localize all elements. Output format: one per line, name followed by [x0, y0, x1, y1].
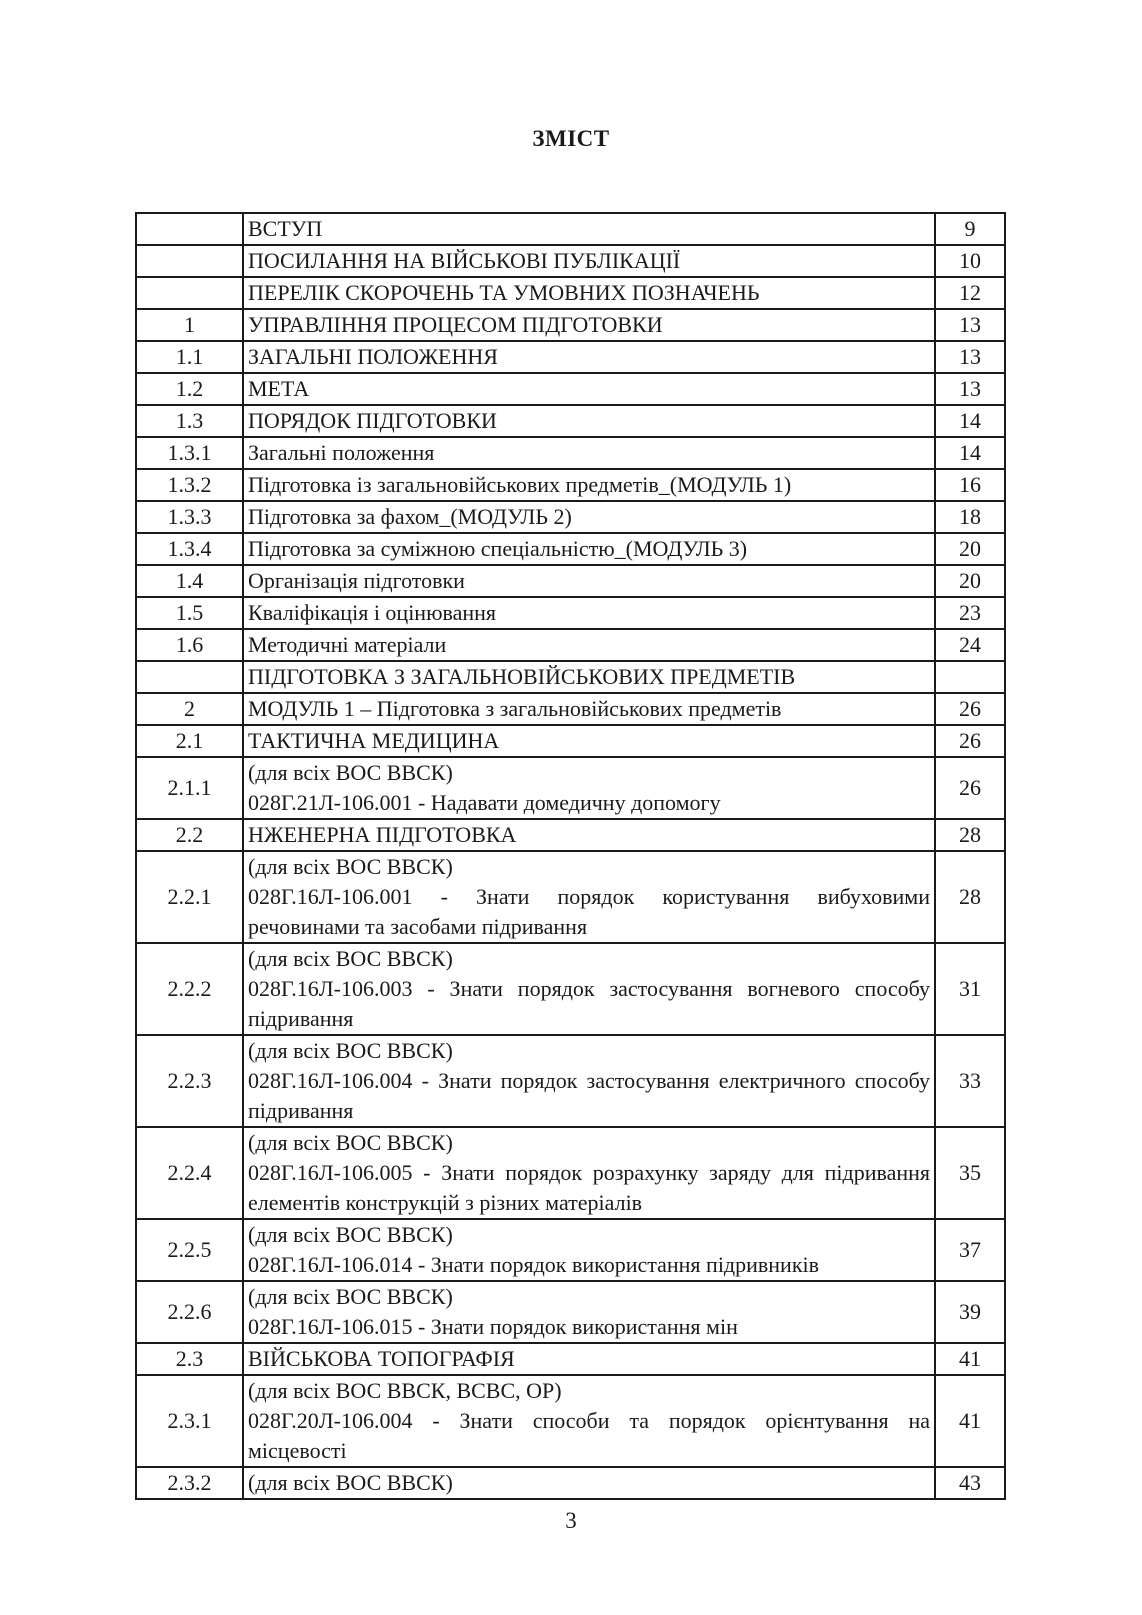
page-ref: 16 [935, 469, 1005, 501]
section-number: 1.4 [136, 565, 243, 597]
section-title [243, 309, 935, 341]
section-title-line: (для всіх ВОС ВВСК) [248, 946, 453, 971]
section-title [243, 819, 935, 851]
section-title-line: ПОРЯДОК ПІДГОТОВКИ [248, 408, 497, 433]
section-number: 2.2.5 [136, 1219, 243, 1281]
section-title-line: ВІЙСЬКОВА ТОПОГРАФІЯ [248, 1346, 515, 1371]
section-number: 1.3.1 [136, 437, 243, 469]
section-title-line: (для всіх ВОС ВВСК) [248, 1038, 453, 1063]
section-title-line: 028Г.16Л-106.014 - Знати порядок використання підривників [248, 1252, 820, 1277]
section-title-line: ЗАГАЛЬНІ ПОЛОЖЕННЯ [248, 344, 498, 369]
toc-row [136, 693, 1005, 725]
section-number [136, 245, 243, 277]
toc-row [136, 851, 1005, 943]
section-title-line: МЕТА [248, 376, 310, 401]
page-ref: 9 [935, 213, 1005, 245]
section-number: 1.1 [136, 341, 243, 373]
page-ref: 41 [935, 1343, 1005, 1375]
page-ref: 18 [935, 501, 1005, 533]
section-title-line: Організація підготовки [248, 568, 465, 593]
section-number: 2.2.4 [136, 1127, 243, 1219]
page-ref: 13 [935, 309, 1005, 341]
toc-row [136, 597, 1005, 629]
page-ref: 43 [935, 1467, 1005, 1499]
toc-row [136, 341, 1005, 373]
section-title [243, 1281, 935, 1343]
section-number: 1.3 [136, 405, 243, 437]
toc-body [136, 213, 1005, 1499]
section-title-line: Підготовка за фахом_(МОДУЛЬ 2) [248, 504, 572, 529]
section-title [243, 469, 935, 501]
page-ref: 20 [935, 533, 1005, 565]
section-title [243, 661, 935, 693]
section-title [243, 1467, 935, 1499]
section-number: 1.5 [136, 597, 243, 629]
section-title-line: (для всіх ВОС ВВСК) [248, 854, 453, 879]
section-title [243, 245, 935, 277]
toc-row [136, 661, 1005, 693]
section-title [243, 693, 935, 725]
section-number [136, 213, 243, 245]
page-ref: 37 [935, 1219, 1005, 1281]
section-title-line: Загальні положення [248, 440, 435, 465]
page-ref: 14 [935, 405, 1005, 437]
section-title [243, 373, 935, 405]
section-title-line: ТАКТИЧНА МЕДИЦИНА [248, 728, 500, 753]
section-title [243, 277, 935, 309]
toc-row [136, 1281, 1005, 1343]
section-title-line: ПОСИЛАННЯ НА ВІЙСЬКОВІ ПУБЛІКАЦІЇ [248, 248, 681, 273]
section-number: 2.3.2 [136, 1467, 243, 1499]
section-title [243, 437, 935, 469]
page-ref: 39 [935, 1281, 1005, 1343]
page-ref: 10 [935, 245, 1005, 277]
toc-row [136, 757, 1005, 819]
toc-row [136, 309, 1005, 341]
section-title-line: Кваліфікація і оцінювання [248, 600, 497, 625]
toc-row [136, 437, 1005, 469]
section-title-line: УПРАВЛІННЯ ПРОЦЕСОМ ПІДГОТОВКИ [248, 312, 663, 337]
section-title-line: Методичні матеріали [248, 632, 447, 657]
toc-row [136, 245, 1005, 277]
section-number: 2.3 [136, 1343, 243, 1375]
section-title [243, 597, 935, 629]
toc-row [136, 565, 1005, 597]
section-title [243, 405, 935, 437]
section-number [136, 277, 243, 309]
toc-row [136, 469, 1005, 501]
page-ref: 28 [935, 819, 1005, 851]
section-number: 2.1 [136, 725, 243, 757]
page-ref: 41 [935, 1375, 1005, 1467]
toc-row [136, 943, 1005, 1035]
toc-row [136, 405, 1005, 437]
section-title-line: ПІДГОТОВКА З ЗАГАЛЬНОВІЙСЬКОВИХ ПРЕДМЕТІВ [248, 664, 796, 689]
page-ref: 35 [935, 1127, 1005, 1219]
section-title [243, 213, 935, 245]
section-title [243, 725, 935, 757]
toc-row [136, 1375, 1005, 1467]
section-title [243, 943, 935, 1035]
section-title [243, 1035, 935, 1127]
toc-row [136, 277, 1005, 309]
section-title [243, 757, 935, 819]
section-title-line: (для всіх ВОС ВВСК, ВСВС, ОР) [248, 1378, 562, 1403]
section-title [243, 629, 935, 661]
toc-row [136, 629, 1005, 661]
section-title-line: 028Г.16Л-106.003 - Знати порядок застосування вогневого способу підривання [248, 976, 930, 1031]
section-title-line: ПЕРЕЛІК СКОРОЧЕНЬ ТА УМОВНИХ ПОЗНАЧЕНЬ [248, 280, 760, 305]
toc-row [136, 1035, 1005, 1127]
section-number: 1.3.2 [136, 469, 243, 501]
section-title [243, 851, 935, 943]
section-number: 2.2.3 [136, 1035, 243, 1127]
page-ref: 24 [935, 629, 1005, 661]
section-title-line: НЖЕНЕРНА ПІДГОТОВКА [248, 822, 517, 847]
section-title [243, 341, 935, 373]
section-title-line: 028Г.16Л-106.005 - Знати порядок розрахунку заряду для підривання елементів конструкцій з різних матеріалів [248, 1160, 930, 1215]
table-of-contents [135, 212, 1006, 1500]
section-number: 1.3.4 [136, 533, 243, 565]
section-number: 2.2.6 [136, 1281, 243, 1343]
section-number [136, 661, 243, 693]
section-title-line: ВСТУП [248, 216, 323, 241]
section-title-line: 028Г.16Л-106.004 - Знати порядок застосування електричного способу підривання [248, 1068, 930, 1123]
section-number: 2.2.1 [136, 851, 243, 943]
page-ref: 13 [935, 341, 1005, 373]
section-number: 1.2 [136, 373, 243, 405]
toc-row [136, 213, 1005, 245]
toc-row [136, 373, 1005, 405]
section-title-line: (для всіх ВОС ВВСК) [248, 760, 453, 785]
section-number: 2.1.1 [136, 757, 243, 819]
section-title-line: (для всіх ВОС ВВСК) [248, 1130, 453, 1155]
section-title-line: 028Г.16Л-106.001 - Знати порядок користування вибуховими речовинами та засобами підривання [248, 884, 930, 939]
toc-row [136, 1343, 1005, 1375]
toc-row [136, 819, 1005, 851]
section-title [243, 565, 935, 597]
section-number: 1.3.3 [136, 501, 243, 533]
toc-row [136, 725, 1005, 757]
toc-row [136, 1467, 1005, 1499]
toc-row [136, 1219, 1005, 1281]
page-ref: 31 [935, 943, 1005, 1035]
page-ref: 12 [935, 277, 1005, 309]
section-number: 1.6 [136, 629, 243, 661]
section-title-line: Підготовка із загальновійськових предметів_(МОДУЛЬ 1) [248, 472, 792, 497]
section-title [243, 1219, 935, 1281]
page-ref [935, 661, 1005, 693]
section-title-line: Підготовка за суміжною спеціальністю_(МОДУЛЬ 3) [248, 536, 748, 561]
section-title-line: 028Г.20Л-106.004 - Знати способи та порядок орієнтування на місцевості [248, 1408, 930, 1463]
section-number: 2 [136, 693, 243, 725]
toc-row [136, 533, 1005, 565]
page-ref: 26 [935, 693, 1005, 725]
page-ref: 20 [935, 565, 1005, 597]
section-title-line: (для всіх ВОС ВВСК) [248, 1284, 453, 1309]
section-title [243, 501, 935, 533]
section-title-line: 028Г.16Л-106.015 - Знати порядок використання мін [248, 1314, 738, 1339]
page-ref: 33 [935, 1035, 1005, 1127]
section-title-line: 028Г.21Л-106.001 - Надавати домедичну допомогу [248, 790, 721, 815]
section-title-line: (для всіх ВОС ВВСК) [248, 1470, 453, 1495]
section-title-line: (для всіх ВОС ВВСК) [248, 1222, 453, 1247]
section-title [243, 1343, 935, 1375]
section-title-line: МОДУЛЬ 1 – Підготовка з загальновійськових предметів [248, 696, 782, 721]
page-ref: 23 [935, 597, 1005, 629]
section-number: 2.2 [136, 819, 243, 851]
page-ref: 28 [935, 851, 1005, 943]
section-number: 1 [136, 309, 243, 341]
page-ref: 26 [935, 725, 1005, 757]
section-title [243, 1375, 935, 1467]
section-number: 2.2.2 [136, 943, 243, 1035]
section-title [243, 1127, 935, 1219]
page-ref: 14 [935, 437, 1005, 469]
section-title [243, 533, 935, 565]
toc-row [136, 1127, 1005, 1219]
page-ref: 13 [935, 373, 1005, 405]
page-title: ЗМІСТ [532, 126, 610, 151]
page-number: 3 [565, 1508, 577, 1533]
page-ref: 26 [935, 757, 1005, 819]
toc-row [136, 501, 1005, 533]
section-number: 2.3.1 [136, 1375, 243, 1467]
